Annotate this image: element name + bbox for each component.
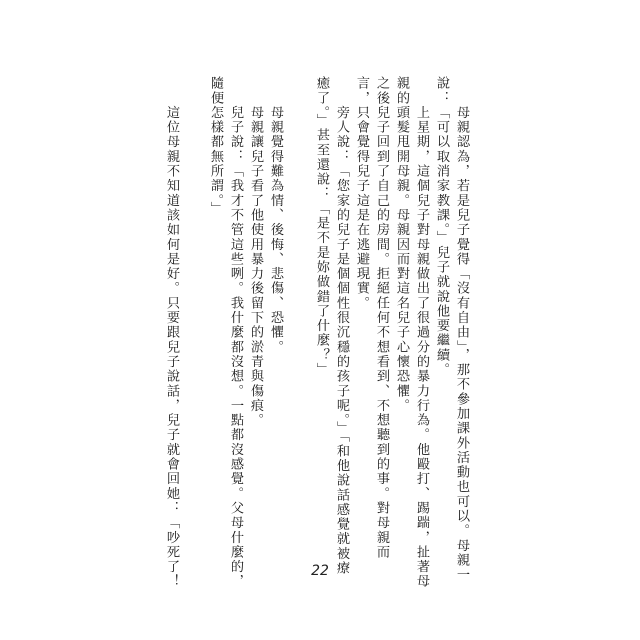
- text-line: 兒子說：「我才不管這些咧。我什麼都沒想。一點都沒感覺。父母什麼的，: [228, 76, 243, 589]
- text-line: 母親認為，若是兒子覺得「沒有自由」，那不參加課外活動也可以。母親一: [454, 76, 469, 583]
- page-number: 22: [311, 563, 329, 579]
- text-line: 言，只會覺得兒子這是在逃避現實。: [354, 76, 369, 311]
- text-line: 癒了。」甚至還說：「是不是妳做錯了什麼？」: [314, 76, 329, 378]
- text-line: 隨便怎樣都無所謂。」: [208, 76, 223, 216]
- text-line: 說：「可以取消家教課。」兒子就說他要繼續。: [434, 76, 449, 378]
- text-line: 母親覺得難為情、後悔、悲傷、恐懼。: [268, 76, 283, 355]
- text-line: 之後兒子回到了自己的房間。拒絕任何不想看到、不想聽到的事。對母親而: [374, 76, 389, 560]
- text-line: 這位母親不知道該如何是好。只要跟兒子說話，兒子就會回她：「吵死了！: [164, 76, 179, 589]
- text-line: 親的頭髮甩開母親。母親因而對這名兒子心懷恐懼。: [394, 76, 409, 413]
- text-line: 母親讓兒子看了他使用暴力後留下的淤青與傷痕。: [248, 76, 263, 428]
- text-line: 上星期，這個兒子對母親做出了很過分的暴力行為。他毆打、踢踹，扯著母: [414, 76, 429, 589]
- text-line: 旁人說：「您家的兒子是個個性很沉穩的孩子呢。」「和他說話感覺就被療: [334, 76, 349, 576]
